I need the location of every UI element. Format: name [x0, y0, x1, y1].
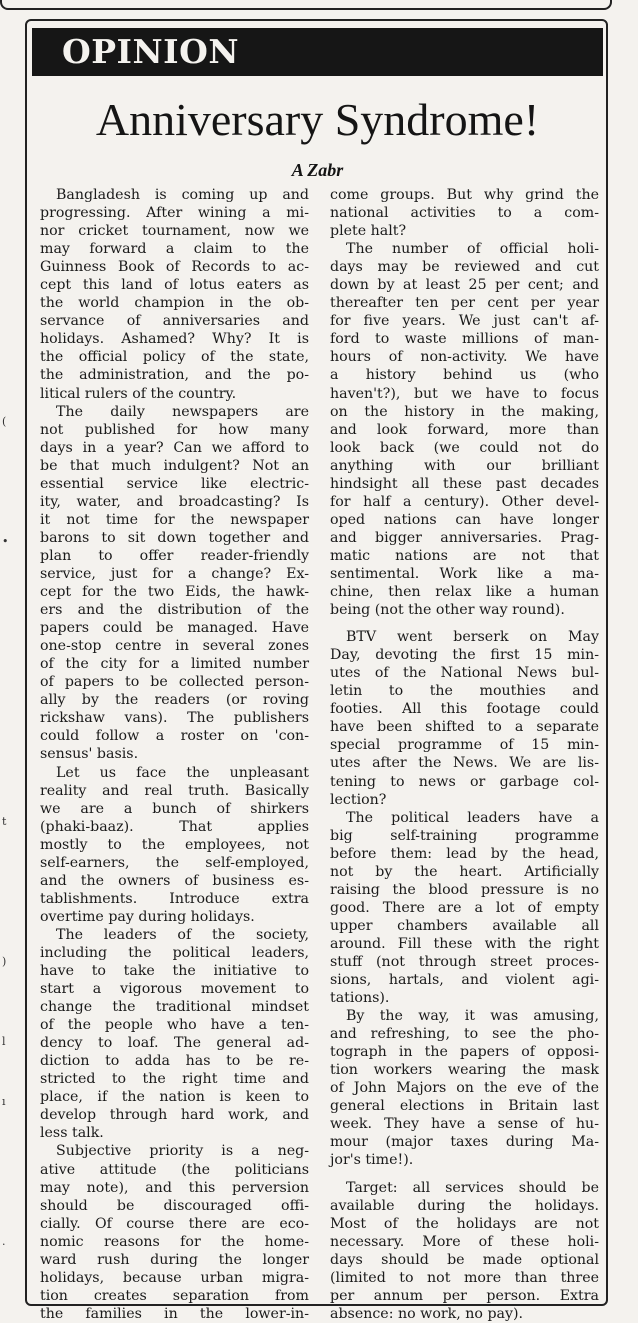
text-line: may note), and this perversion [40, 1179, 309, 1196]
text-line: Bangladesh is coming up and [56, 187, 309, 203]
text-line: Subjective priority is a neg- [56, 1143, 309, 1160]
text-line: thereafter ten per cent per year [330, 295, 599, 312]
text-line: nomic reasons for the home- [40, 1233, 309, 1250]
article-byline: A Zabr [291, 160, 344, 180]
text-line: essential service like electric- [40, 475, 309, 492]
text-line: not published for how many [40, 421, 309, 438]
text-line: absence: no work, no pay). [330, 1305, 524, 1322]
text-line: BTV went berserk on May [346, 629, 599, 646]
text-line: chine, then relax like a human [330, 584, 599, 601]
text-line: the world champion in the ob- [40, 295, 309, 312]
text-line: overtime pay during holidays. [40, 908, 255, 925]
text-line: and the owners of business es- [40, 872, 309, 889]
text-line: and bigger anniversaries. Prag- [330, 529, 599, 546]
text-line: litical rulers of the country. [40, 385, 237, 402]
paragraph-gap [330, 619, 599, 628]
text-line: utes after the News. We are lis- [330, 755, 599, 772]
previous-article-border [0, 0, 612, 10]
text-line: come groups. But why grind the [330, 187, 599, 203]
text-line: servance of anniversaries and [40, 313, 309, 330]
text-line: on the history in the making, [330, 403, 599, 420]
text-line: Day, devoting the first 15 min- [330, 647, 599, 664]
text-line: nor cricket tournament, now we [40, 223, 309, 240]
adjacent-column-edge: ( • t ) l ı . [2, 415, 9, 1248]
text-line: ford to waste millions of man- [330, 331, 599, 348]
text-line: plan to offer reader-friendly [40, 547, 309, 564]
text-line: mostly to the employees, not [40, 836, 309, 853]
text-line: days may be reviewed and cut [330, 259, 599, 276]
section-label: OPINION [62, 32, 240, 71]
section-header [32, 28, 603, 76]
text-line: ward rush during the longer [40, 1251, 309, 1268]
text-line: and refreshing, to see the pho- [330, 1026, 599, 1043]
text-line: holidays, because urban migra- [40, 1269, 309, 1286]
text-line: days in a year? Can we afford to [40, 439, 309, 456]
text-line: diction to adda has to be re- [40, 1053, 309, 1070]
text-line: look back (we could not do [330, 439, 599, 456]
text-line: tations). [330, 990, 390, 1007]
text-line: days should be made optional [330, 1251, 599, 1268]
text-line: should be discouraged offi- [40, 1197, 309, 1214]
text-line: before them: lead by the head, [330, 845, 599, 862]
text-line: not by the heart. Artificially [330, 863, 599, 880]
text-line: of the people who have a ten- [40, 1017, 309, 1034]
text-line: oped nations can have longer [330, 511, 599, 528]
text-line: for five years. We just can't af- [330, 313, 599, 330]
text-line: barons to sit down together and [40, 529, 309, 546]
text-line: (limited to not more than three [330, 1269, 599, 1286]
text-line: of papers to be collected person- [40, 674, 309, 691]
text-line: The number of official holi- [346, 241, 599, 258]
text-line: ative attitude (the politicians [40, 1161, 309, 1178]
text-line: sions, hartals, and violent agi- [330, 972, 599, 989]
text-line: for half a century). Other devel- [330, 493, 599, 510]
text-line: ers and the distribution of the [40, 602, 309, 619]
text-line: stuff (not through street proces- [330, 953, 599, 970]
text-line: start a vigorous movement to [40, 981, 309, 998]
text-line: By the way, it was amusing, [346, 1008, 599, 1025]
text-line: including the political leaders, [40, 944, 309, 961]
text-line: have to take the initiative to [40, 963, 309, 980]
text-line: the families in the lower-in- [40, 1305, 309, 1322]
text-line: tion creates separation from [40, 1287, 309, 1304]
text-line: general elections in Britain last [330, 1098, 599, 1115]
text-line: being (not the other way round). [330, 602, 565, 619]
text-line: change the traditional mindset [40, 999, 309, 1016]
text-line: Let us face the unpleasant [56, 764, 309, 781]
text-line: plete halt? [330, 223, 407, 240]
text-line: per annum per person. Extra [330, 1287, 599, 1304]
text-line: necessary. More of these holi- [330, 1233, 599, 1250]
text-line: may forward a claim to the [40, 241, 309, 258]
text-line: upper chambers available all [330, 917, 599, 934]
text-line: tablishments. Introduce extra [40, 890, 309, 907]
text-line: sensus' basis. [40, 746, 139, 763]
text-line: jor's time!). [330, 1152, 414, 1169]
text-line: hours of non-activity. We have [330, 349, 599, 366]
text-line: holidays. Ashamed? Why? It is [40, 331, 309, 348]
text-line: lection? [330, 791, 387, 808]
text-line: utes of the National News bul- [330, 665, 599, 682]
text-line: national activities to a com- [330, 205, 599, 222]
text-line: and look forward, more than [330, 421, 599, 438]
text-line: dency to loaf. The general ad- [40, 1035, 309, 1052]
text-line: hindsight all these past decades [330, 475, 599, 492]
text-line: mour (major taxes during Ma- [330, 1134, 599, 1151]
text-line: available during the holidays. [330, 1197, 599, 1214]
text-line: big self-training programme [330, 827, 599, 844]
text-line: matic nations are not that [330, 547, 599, 564]
text-line: down by at least 25 per cent; and [330, 277, 599, 294]
article-headline: Anniversary Syndrome! [95, 94, 540, 145]
text-line: the official policy of the state, [40, 349, 309, 366]
text-line: the administration, and the po- [40, 367, 309, 384]
text-line: cially. Of course there are eco- [40, 1215, 309, 1232]
article-column-right [330, 186, 599, 1323]
text-line: around. Fill these with the right [330, 935, 599, 952]
text-line: reality and real truth. Basically [40, 782, 309, 799]
text-line: raising the blood pressure is no [330, 881, 599, 898]
text-line: less talk. [40, 1125, 104, 1142]
text-line: sentimental. Work like a ma- [330, 565, 599, 582]
text-line: stricted to the right time and [40, 1071, 309, 1088]
text-line: cept for the two Eids, the hawk- [40, 584, 309, 601]
text-line: rickshaw vans). The publishers [40, 710, 309, 727]
text-line: have been shifted to a separate [330, 719, 599, 736]
text-line: haven't?), but we have to focus [330, 385, 599, 402]
text-line: ally by the readers (or roving [40, 692, 309, 709]
text-line: we are a bunch of shirkers [40, 800, 309, 817]
text-line: week. They have a sense of hu- [330, 1116, 599, 1133]
text-line: Target: all services should be [346, 1179, 599, 1196]
paragraph-gap [330, 1170, 599, 1179]
text-line: of John Majors on the eve of the [330, 1080, 599, 1097]
text-line: papers could be managed. Have [40, 620, 309, 637]
text-line: progressing. After wining a mi- [40, 205, 309, 222]
text-line: a history behind us (who [330, 367, 599, 384]
text-line: tening to news or garbage col- [330, 773, 599, 790]
text-line: letin to the mouthies and [330, 683, 599, 700]
text-line: of the city for a limited number [40, 656, 309, 673]
text-line: special programme of 15 min- [330, 737, 599, 754]
text-line: ity, water, and broadcasting? Is [40, 493, 309, 510]
text-line: service, just for a change? Ex- [40, 565, 309, 582]
text-line: develop through hard work, and [40, 1107, 309, 1124]
text-line: tograph in the papers of opposi- [330, 1044, 599, 1061]
text-line: could follow a roster on 'con- [40, 728, 309, 745]
text-line: footies. All this footage could [330, 701, 599, 718]
text-line: tion workers wearing the mask [330, 1062, 599, 1079]
text-line: cept this land of lotus eaters as [40, 277, 309, 294]
text-line: Most of the holidays are not [330, 1215, 599, 1232]
text-line: The leaders of the society, [56, 926, 309, 943]
text-line: Guinness Book of Records to ac- [40, 259, 309, 276]
article-column-left [40, 186, 309, 1323]
text-line: one-stop centre in several zones [40, 638, 309, 655]
text-line: The daily newspapers are [56, 403, 309, 420]
text-line: (phaki-baaz). That applies [40, 818, 309, 835]
text-line: anything with our brilliant [330, 457, 599, 474]
text-line: it not time for the newspaper [40, 511, 309, 528]
text-line: The political leaders have a [346, 809, 599, 826]
text-line: be that much indulgent? Not an [40, 457, 309, 474]
text-line: place, if the nation is keen to [40, 1089, 309, 1106]
text-line: good. There are a lot of empty [330, 899, 599, 916]
text-line: self-earners, the self-employed, [40, 854, 309, 871]
